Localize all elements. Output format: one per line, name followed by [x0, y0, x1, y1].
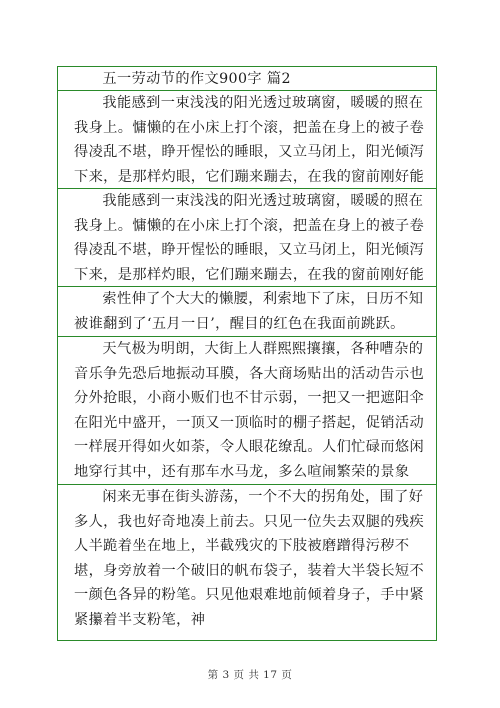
paragraph-4: 天气极为明朗，大街上人群熙熙攘攘，各种嘈杂的音乐争先恐后地振动耳膜，各大商场贴出的活动告示也分外抢眼，小商小贩们也不甘示弱，一把又一把遮阳伞在阳光中盛开，一顶又一顶临时的棚子搭起，促销活动一样展开得如火如荼，令人眼花缭乱。人们忙碌而悠闲地穿行其中，还有那车水马龙，多么喧闹繁荣的景象: [58, 337, 436, 485]
paragraph-5: 闲来无事在街头游荡，一个不大的拐角处，围了好多人，我也好奇地凑上前去。只见一位失去双腿的残疾人半跪着坐在地上，半截残灾的下肢被磨蹭得污秽不堪，身旁放着一个破旧的帆布袋子，装着大半袋长短不一颜色各异的粉笔。只见他艰难地前倾着身子，手中紧紧攥着半支粉笔，神: [74, 489, 425, 628]
page-number: 第 3 页 共 17 页: [207, 669, 293, 681]
paragraph-2: 我能感到一束浅浅的阳光透过玻璃窗，暖暖的照在我身上。慵懒的在小床上打个滚，把盖在身上的被子卷得凌乱不堪，睁开惺忪的睡眼，又立马闭上，阳光倾泻下来，是那样灼眼，它们蹦来蹦去，在我的窗前刚好能: [58, 189, 436, 287]
paragraph-1: 我能感到一束浅浅的阳光透过玻璃窗，暖暖的照在我身上。慵懒的在小床上打个滚，把盖在身上的被子卷得凌乱不堪，睁开惺忪的睡眼，又立马闭上，阳光倾泻下来，是那样灼眼，它们蹦来蹦去，在我的窗前刚好能: [58, 91, 436, 189]
document-body: [57, 66, 437, 641]
paragraph-3: 索性伸了个大大的懒腰，利索地下了床，日历不知被谁翻到了‘五月一日’，醒目的红色在我面前跳跃。: [58, 287, 436, 337]
document-title: 五一劳动节的作文900字 篇2: [58, 67, 436, 91]
